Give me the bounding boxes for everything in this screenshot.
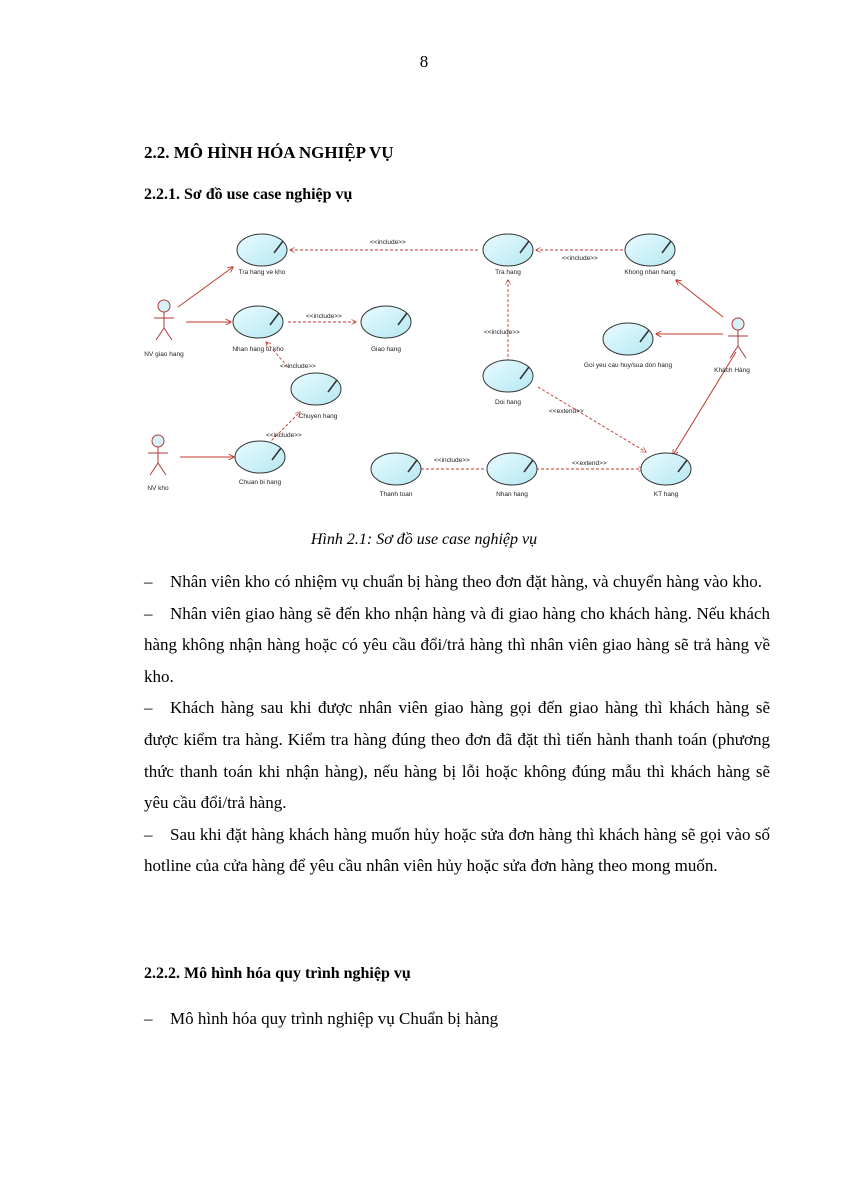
usecase-label-doi-hang: Doi hang xyxy=(494,399,522,406)
label-extend-1: <<extend>> xyxy=(549,408,584,415)
usecase-thanh-toan xyxy=(371,453,421,485)
label-include-7: <<include>> xyxy=(434,457,470,464)
label-include-4: <<include>> xyxy=(280,363,316,370)
actor-nv-giao-hang xyxy=(154,300,174,340)
paragraph-text: Nhân viên kho có nhiệm vụ chuẩn bị hàng theo đơn đặt hàng, và chuyển hàng vào kho. xyxy=(170,572,763,591)
section-title: 2.2. MÔ HÌNH HÓA NGHIỆP VỤ xyxy=(144,143,394,162)
usecase-kt-hang xyxy=(641,453,691,485)
usecase-label-goi-yeu-cau: Goi yeu cau huy/sua don hang xyxy=(583,362,673,369)
actor-label-nv-kho: NV kho xyxy=(147,485,169,492)
label-include-3: <<include>> xyxy=(306,313,342,320)
paragraph xyxy=(144,692,770,818)
subsection-title-use-case: 2.2.1. Sơ đồ use case nghiệp vụ xyxy=(144,186,353,203)
label-include-2: <<include>> xyxy=(562,255,598,262)
usecase-label-tra-hang-ve-kho: Tra hang ve kho xyxy=(238,269,286,276)
figure-caption: Hình 2.1: Sơ đồ use case nghiệp vụ xyxy=(310,531,538,548)
actor-label-khach-hang: Khách Hàng xyxy=(714,367,750,374)
usecase-tra-hang xyxy=(483,234,533,266)
usecase-goi-yeu-cau xyxy=(603,323,653,355)
page-number: 8 xyxy=(419,52,429,71)
usecase-nhan-hang-tu-kho xyxy=(233,306,283,338)
actor-nv-kho xyxy=(148,435,168,475)
usecase-label-tra-hang: Tra hang xyxy=(495,269,521,276)
usecase-tra-hang-ve-kho xyxy=(237,234,287,266)
dash-marker: – xyxy=(144,1009,153,1028)
usecase-label-kt-hang: KT hang xyxy=(653,491,679,498)
subsection-title-process: 2.2.2. Mô hình hóa quy trình nghiệp vụ xyxy=(144,965,411,982)
usecase-chuan-bi-hang xyxy=(235,441,285,473)
paragraph-text: Sau khi đặt hàng khách hàng muốn hủy hoặc sửa đơn hàng thì khách hàng sẽ gọi vào số hotline của cửa hàng để yêu cầu nhân viên hủy hoặc sửa đơn hàng theo mong muốn. xyxy=(144,824,770,876)
label-extend-2: <<extend>> xyxy=(572,460,607,467)
usecase-label-thanh-toan: Thanh toan xyxy=(379,491,413,498)
usecase-nhan-hang xyxy=(487,453,537,485)
usecase-label-nhan-hang: Nhan hang xyxy=(496,491,528,498)
dash-marker: – xyxy=(144,603,153,623)
usecase-giao-hang xyxy=(361,306,411,338)
process-bullet xyxy=(144,1009,498,1029)
actor-label-nv-giao-hang: NV giao hang xyxy=(144,351,184,358)
dash-marker: – xyxy=(144,572,153,591)
include-chuanbi-chuyenhang xyxy=(268,412,300,444)
label-include-5: <<include>> xyxy=(484,329,520,336)
paragraph-text: Khách hàng sau khi được nhân viên giao hàng gọi đến giao hàng thì khách hàng sẽ được kiểm tra hàng. Kiểm tra hàng đúng theo đơn đã đặt thì tiến hành thanh toán (phương thức thanh toán khi nhận hàng), nếu hàng bị lỗi hoặc không đúng mẫu thì khách hàng sẽ yêu cầu đổi/trả hàng. xyxy=(144,698,770,813)
paragraph xyxy=(144,566,770,598)
process-bullet-text: Mô hình hóa quy trình nghiệp vụ Chuẩn bị hàng xyxy=(170,1009,499,1028)
assoc-kh-khongnhanhang xyxy=(676,280,723,317)
usecase-label-giao-hang: Giao hang xyxy=(371,346,401,353)
usecase-khong-nhan-hang xyxy=(625,234,675,266)
label-include-1: <<include>> xyxy=(370,239,406,246)
dash-marker: – xyxy=(144,824,153,844)
assoc-nvgh-trahangvekho xyxy=(178,267,233,307)
paragraph xyxy=(144,598,770,693)
usecase-label-khong-nhan-hang: Khong nhan hang xyxy=(624,269,676,276)
paragraph-text: Nhân viên giao hàng sẽ đến kho nhận hàng và đi giao hàng cho khách hàng. Nếu khách hàng không nhận hàng hoặc có yêu cầu đổi/trả hàng thì nhân viên giao hàng sẽ trả hàng về kho. xyxy=(144,603,770,686)
usecase-chuyen-hang xyxy=(291,373,341,405)
usecase-doi-hang xyxy=(483,360,533,392)
usecase-label-chuyen-hang: Chuyen hang xyxy=(298,413,338,420)
actor-khach-hang xyxy=(728,318,748,358)
label-include-6: <<include>> xyxy=(266,432,302,439)
usecase-label-chuan-bi-hang: Chuan bi hang xyxy=(238,479,282,486)
body-paragraphs xyxy=(144,566,770,882)
usecase-label-nhan-hang-tu-kho: Nhan hang tu kho xyxy=(232,346,284,353)
dash-marker: – xyxy=(144,698,153,718)
use-case-diagram xyxy=(138,222,750,512)
paragraph xyxy=(144,819,770,882)
extend-doihang-kthang xyxy=(538,387,646,452)
